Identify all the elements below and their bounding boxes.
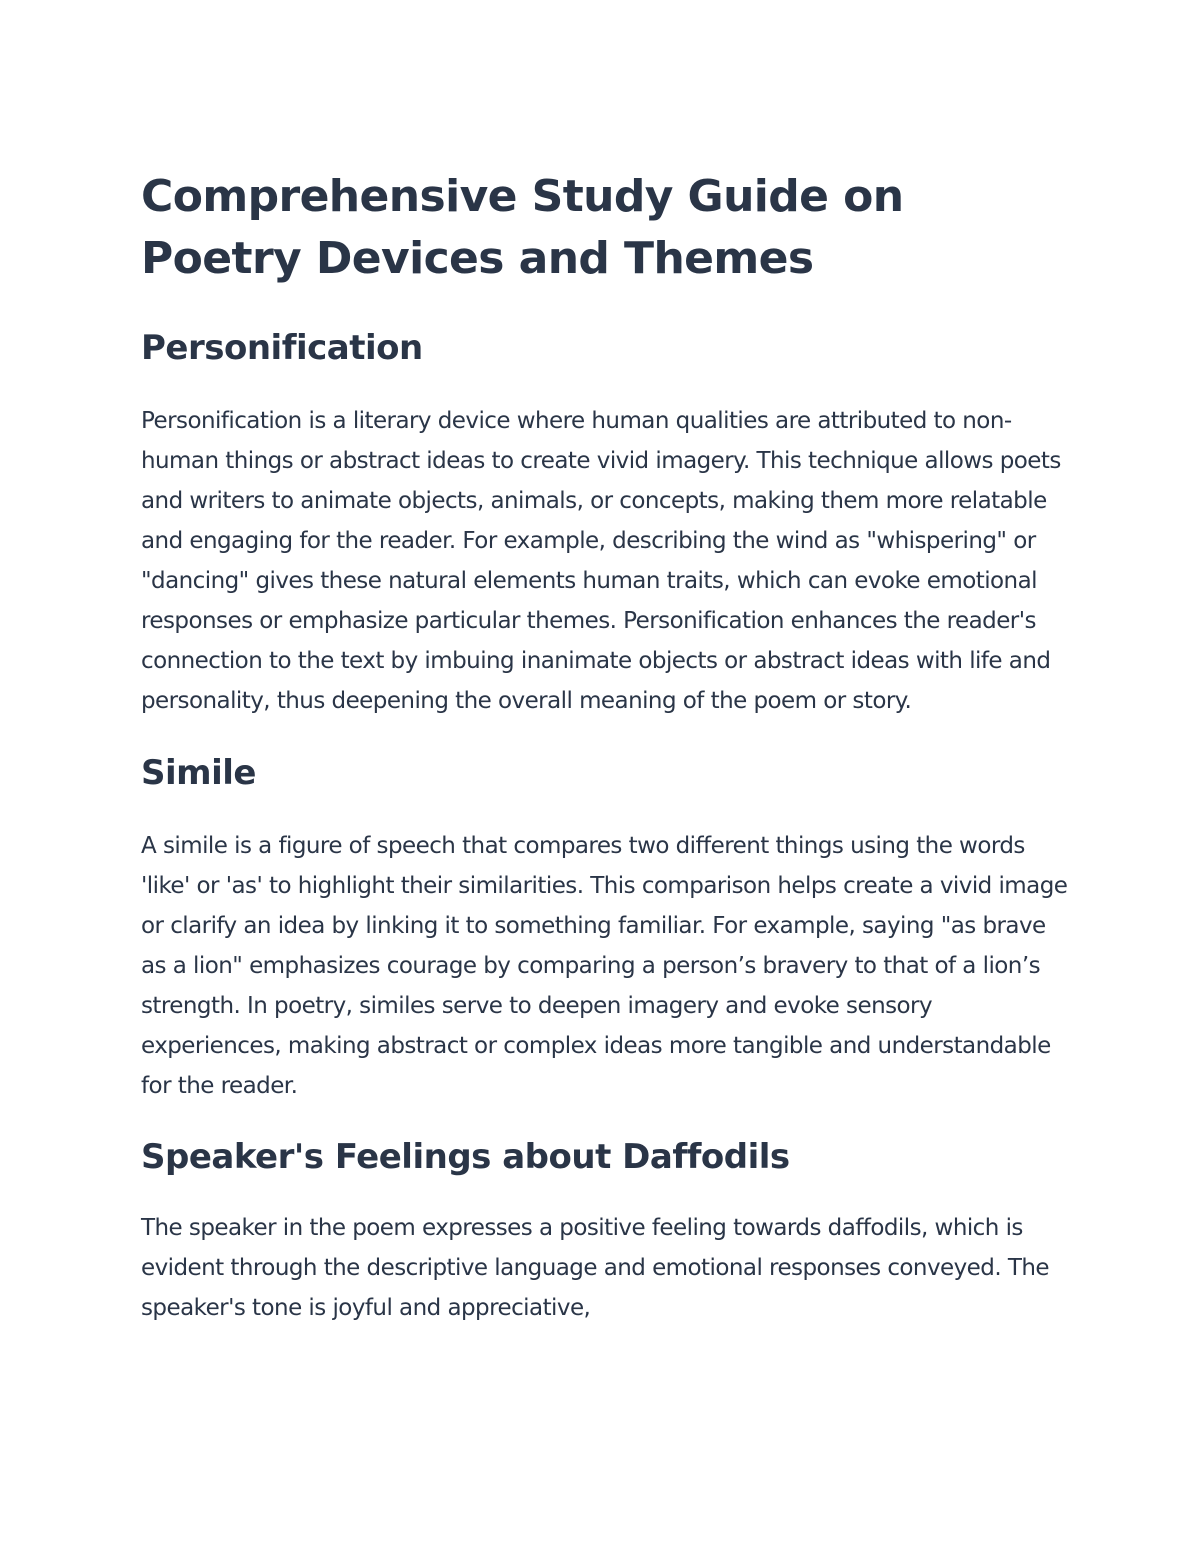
section-body-daffodils: The speaker in the poem expresses a positive feeling towards daffodils, which is evident through the descriptive language and emotional responses conveyed. The speaker's tone is joyful and appreciative, <box>141 1215 1049 1321</box>
section-heading-personification: Personification <box>141 328 423 368</box>
document-page <box>141 166 1071 1328</box>
section-body-simile: A simile is a figure of speech that compares two different things using the words 'like' or 'as' to highlight their similarities. This comparison helps create a vivid image or clarify an idea by linking it to something familiar. For example, saying "as brave as a lion" emphasizes courage by comparing a person’s bravery to that of a lion’s strength. In poetry, similes serve to deepen imagery and evoke sensory experiences, making abstract or complex ideas more tangible and understandable for the reader. <box>141 833 1068 1099</box>
section-heading-daffodils: Speaker's Feelings about Daffodils <box>141 1137 790 1177</box>
section-body-personification: Personification is a literary device where human qualities are attributed to non-human things or abstract ideas to create vivid imagery. This technique allows poets and writers to animate objects, animals, or concepts, making them more relatable and engaging for the reader. For example, describing the wind as "whispering" or "dancing" gives these natural elements human traits, which can evoke emotional responses or emphasize particular themes. Personification enhances the reader's connection to the text by imbuing inanimate objects or abstract ideas with life and personality, thus deepening the overall meaning of the poem or story. <box>141 408 1061 714</box>
page-title: Comprehensive Study Guide on Poetry Devices and Themes <box>141 171 904 284</box>
section-heading-simile: Simile <box>141 753 256 793</box>
